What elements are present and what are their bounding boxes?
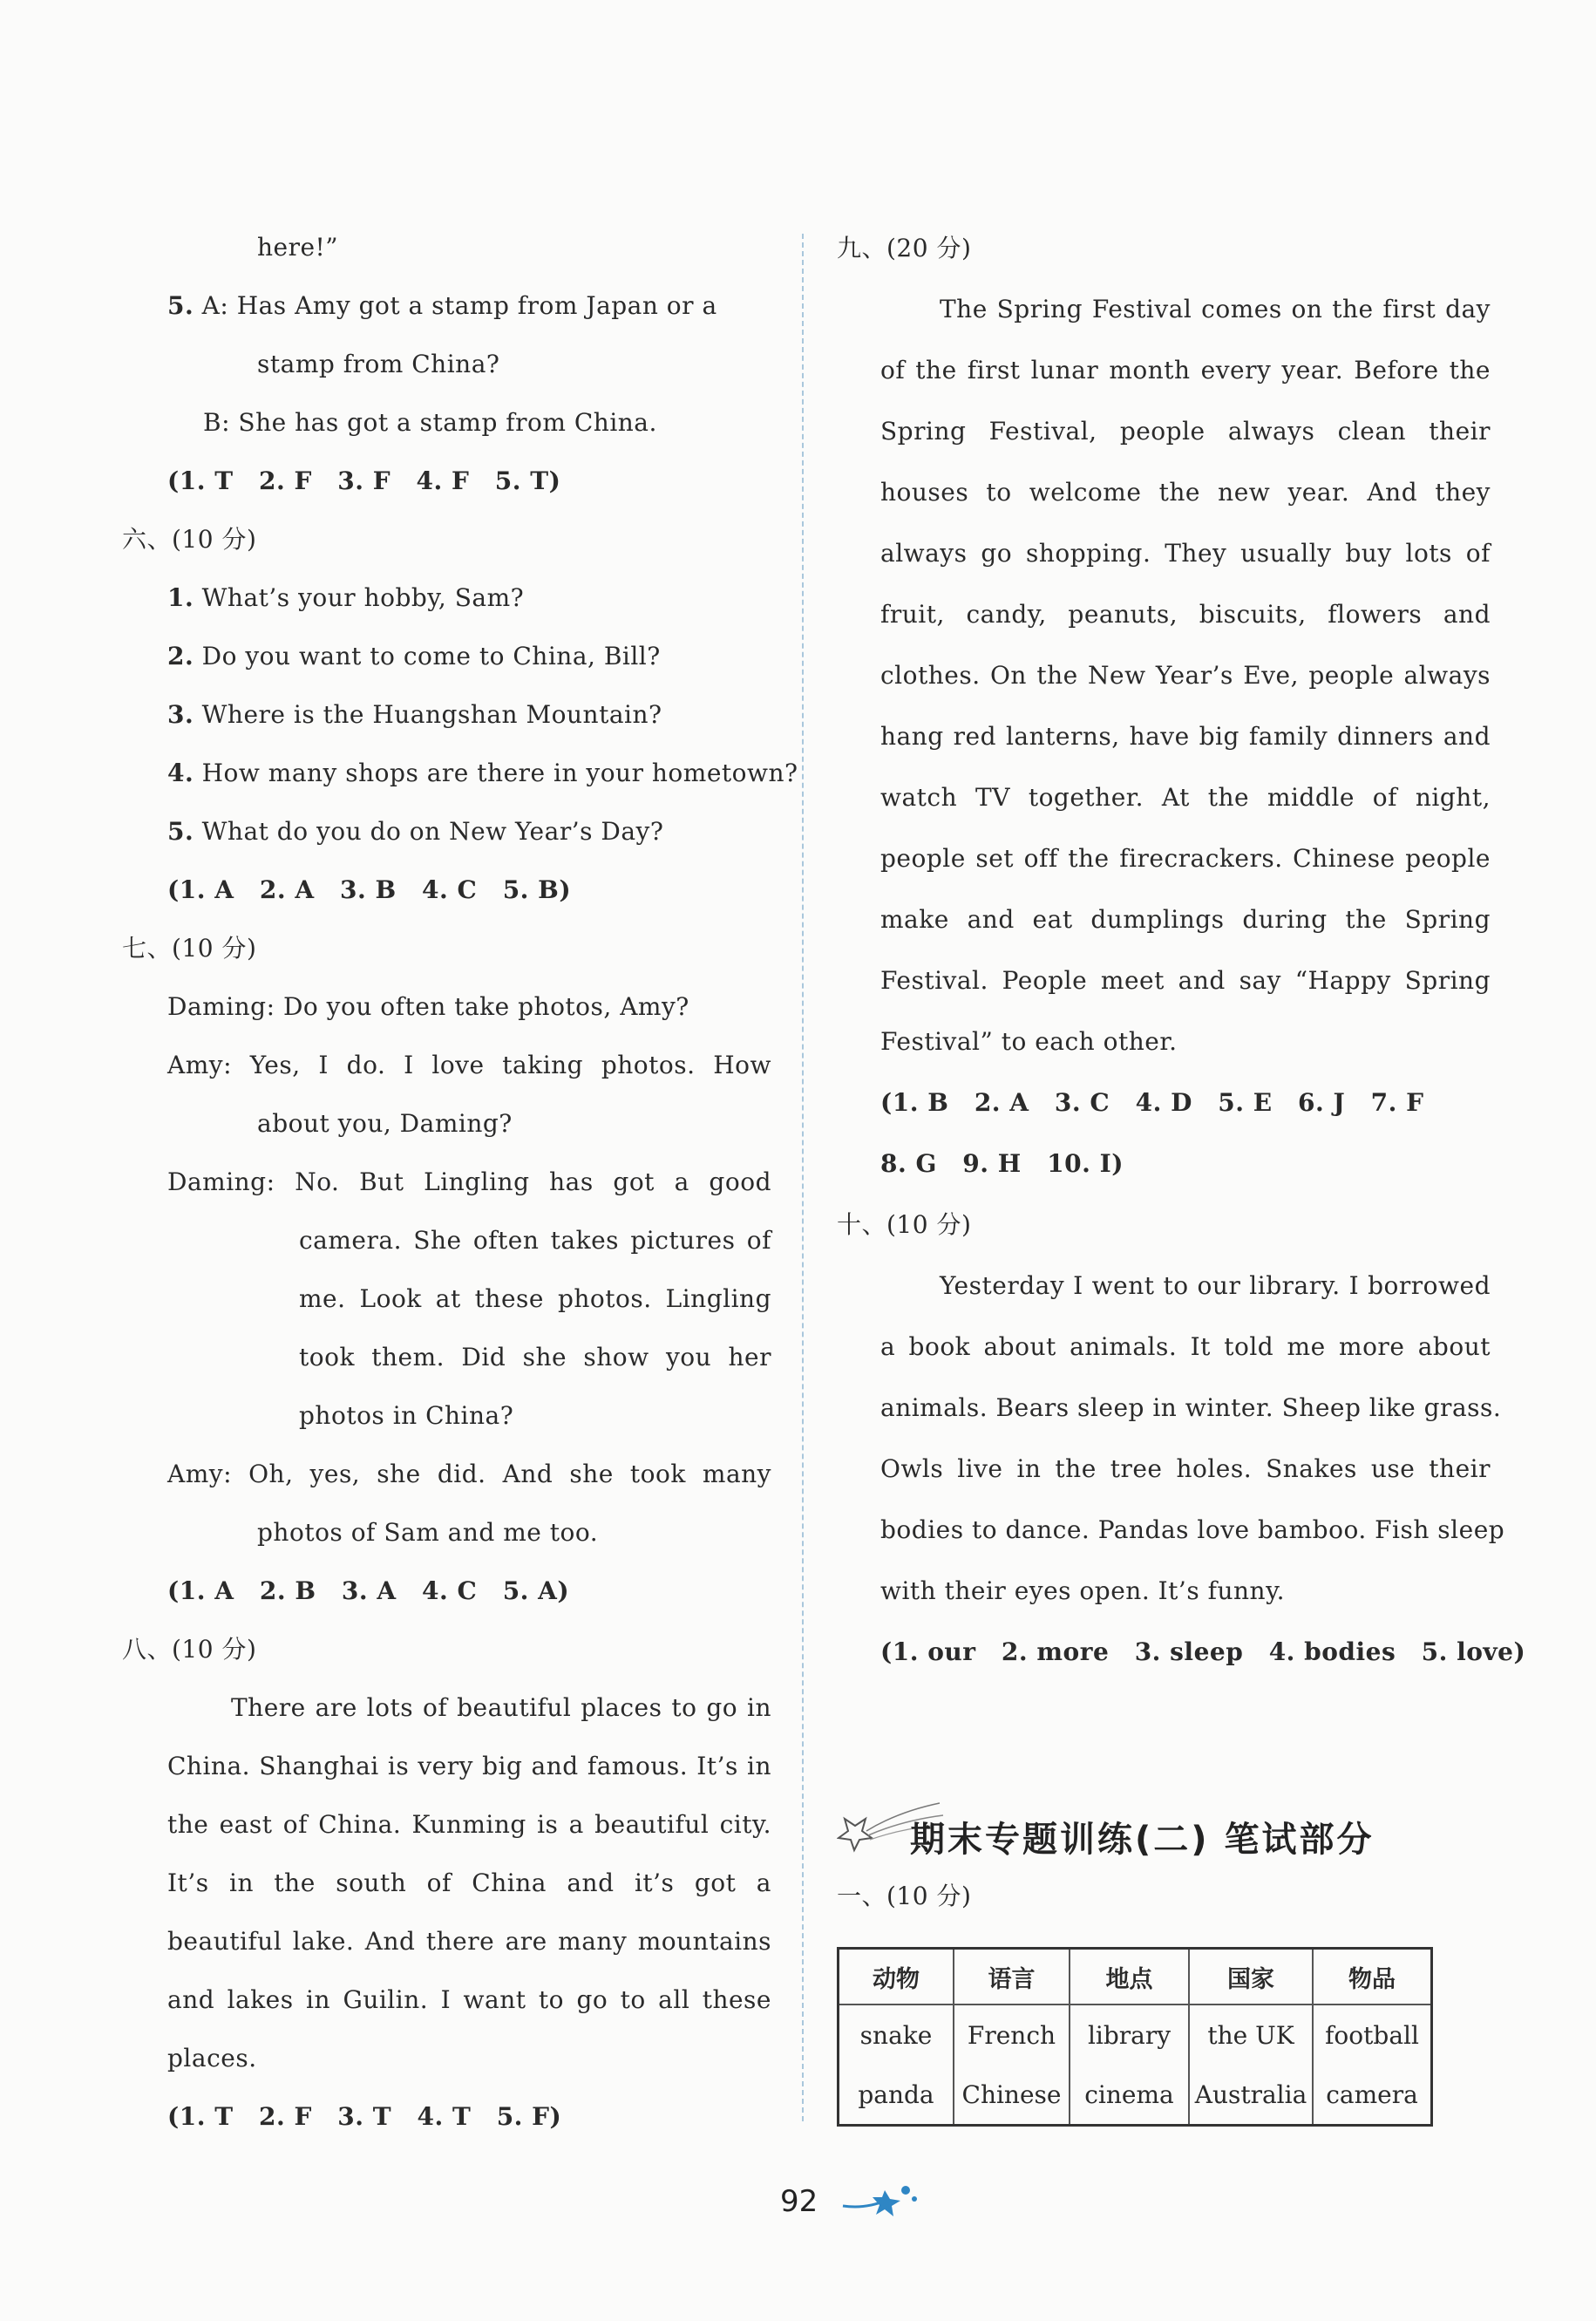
table-header: 国家	[1189, 1949, 1313, 2005]
sec10-line: a book about animals. It told me more about	[880, 1332, 1491, 1361]
column-divider	[802, 234, 804, 2121]
section-7-heading: 七、(10 分)	[122, 934, 257, 963]
sec9-line: make and eat dumplings during the Spring	[880, 905, 1491, 934]
sec9-answers-2: 8. G 9. H 10. I)	[880, 1149, 1124, 1178]
section-title-banner	[837, 1796, 1491, 1875]
section-6-heading: 六、(10 分)	[122, 525, 257, 554]
table-header: 地点	[1070, 1949, 1189, 2005]
sec7-line: photos of Sam and me too.	[257, 1518, 599, 1547]
table-cell: Chinese	[954, 2065, 1070, 2126]
sec7-line: camera. She often takes pictures of	[299, 1226, 771, 1255]
sec7-answers: (1. A 2. B 3. A 4. C 5. A)	[167, 1576, 570, 1605]
section-10-heading: 十、(10 分)	[837, 1210, 972, 1239]
sec9-line: watch TV together. At the middle of night,	[880, 783, 1491, 812]
section-title: 期末专题训练(二) 笔试部分	[910, 1820, 1375, 1860]
sec7-line: about you, Daming?	[257, 1109, 513, 1138]
sec9-line: houses to welcome the new year. And they	[880, 478, 1491, 507]
q5-line-a: 5. A: Has Amy got a stamp from Japan or a	[167, 291, 717, 320]
sec7-line: Daming: Do you often take photos, Amy?	[167, 992, 689, 1021]
sec7-line: Daming: No. But Lingling has got a good	[167, 1167, 771, 1196]
sec9-line: hang red lanterns, have big family dinners and	[880, 722, 1491, 751]
table-cell: library	[1070, 2004, 1189, 2065]
sec7-line: me. Look at these photos. Lingling	[299, 1284, 771, 1313]
sec9-answers-1: (1. B 2. A 3. C 4. D 5. E 6. J 7. F	[880, 1088, 1424, 1117]
table-cell: panda	[839, 2065, 954, 2126]
sec10-answers: (1. our 2. more 3. sleep 4. bodies 5. love)	[880, 1637, 1526, 1666]
table-header: 语言	[954, 1949, 1070, 2005]
continued-line: here!”	[257, 233, 339, 262]
sec8-line: There are lots of beautiful places to go in	[231, 1693, 771, 1722]
table-cell: football	[1313, 2004, 1432, 2065]
sec8-line: places.	[167, 2044, 257, 2073]
table-row	[839, 2004, 1432, 2065]
sec6-item-2: 2. Do you want to come to China, Bill?	[167, 642, 661, 670]
sec6-item-3: 3. Where is the Huangshan Mountain?	[167, 700, 662, 729]
table-cell: French	[954, 2004, 1070, 2065]
sec7-line: Amy: Oh, yes, she did. And she took many	[167, 1460, 771, 1488]
left-column	[122, 218, 798, 2146]
table-cell: camera	[1313, 2065, 1432, 2126]
q5-line-b: B: She has got a stamp from China.	[203, 408, 657, 437]
vocab-table	[837, 1947, 1433, 2127]
sec8-line: China. Shanghai is very big and famous. It’s in	[167, 1752, 771, 1780]
sec8-line: and lakes in Guilin. I want to go to all these	[167, 1985, 771, 2014]
page-number: 92	[780, 2184, 818, 2219]
right-column	[837, 218, 1526, 1683]
table-header-row	[839, 1949, 1432, 2005]
sec10-line: Yesterday I went to our library. I borrowed	[940, 1271, 1491, 1300]
answer-line-5: (1. T 2. F 3. F 4. F 5. T)	[167, 466, 561, 495]
sec9-line: Festival. People meet and say “Happy Spring	[880, 966, 1491, 995]
sec7-line: photos in China?	[299, 1401, 514, 1430]
table-header: 物品	[1313, 1949, 1432, 2005]
section-9-heading: 九、(20 分)	[837, 234, 972, 262]
sec9-line: clothes. On the New Year’s Eve, people always	[880, 661, 1491, 690]
table-cell: cinema	[1070, 2065, 1189, 2126]
table-cell: snake	[839, 2004, 954, 2065]
sec8-line: beautiful lake. And there are many mountains	[167, 1927, 771, 1956]
sec8-line: It’s in the south of China and it’s got a	[167, 1868, 771, 1897]
sec8-answers: (1. T 2. F 3. T 4. T 5. F)	[167, 2102, 562, 2131]
page-ornament-icon	[841, 2180, 920, 2219]
sec9-line: always go shopping. They usually buy lots of	[880, 539, 1491, 568]
sec6-item-1: 1. What’s your hobby, Sam?	[167, 583, 525, 612]
sec9-line: fruit, candy, peanuts, biscuits, flowers and	[880, 600, 1491, 629]
sec10-line: Owls live in the tree holes. Snakes use their	[880, 1454, 1491, 1483]
table-row	[839, 2065, 1432, 2126]
table-cell: the UK	[1189, 2004, 1313, 2065]
sec9-line: people set off the firecrackers. Chinese people	[880, 844, 1491, 873]
sec6-answers: (1. A 2. A 3. B 4. C 5. B)	[167, 875, 572, 904]
table-cell: Australia	[1189, 2065, 1313, 2126]
sec10-line: animals. Bears sleep in winter. Sheep like grass.	[880, 1393, 1502, 1422]
sec6-item-4: 4. How many shops are there in your hometown?	[167, 759, 798, 787]
sec10-line: bodies to dance. Pandas love bamboo. Fish sleep	[880, 1515, 1505, 1544]
sec7-line: took them. Did she show you her	[299, 1343, 771, 1372]
sec9-line: Festival” to each other.	[880, 1027, 1178, 1056]
section-1-heading: 一、(10 分)	[837, 1882, 972, 1910]
sec9-line: The Spring Festival comes on the first day	[940, 295, 1491, 323]
section-8-heading: 八、(10 分)	[122, 1635, 257, 1664]
q5-line-a2: stamp from China?	[257, 350, 500, 378]
sec7-line: Amy: Yes, I do. I love taking photos. How	[167, 1051, 771, 1079]
table-header: 动物	[839, 1949, 954, 2005]
sec10-line: with their eyes open. It’s funny.	[880, 1576, 1286, 1605]
sec9-line: Spring Festival, people always clean their	[880, 417, 1491, 446]
sec6-item-5: 5. What do you do on New Year’s Day?	[167, 817, 664, 846]
sec8-line: the east of China. Kunming is a beautiful city.	[167, 1810, 771, 1839]
sec9-line: of the first lunar month every year. Before the	[880, 356, 1491, 385]
